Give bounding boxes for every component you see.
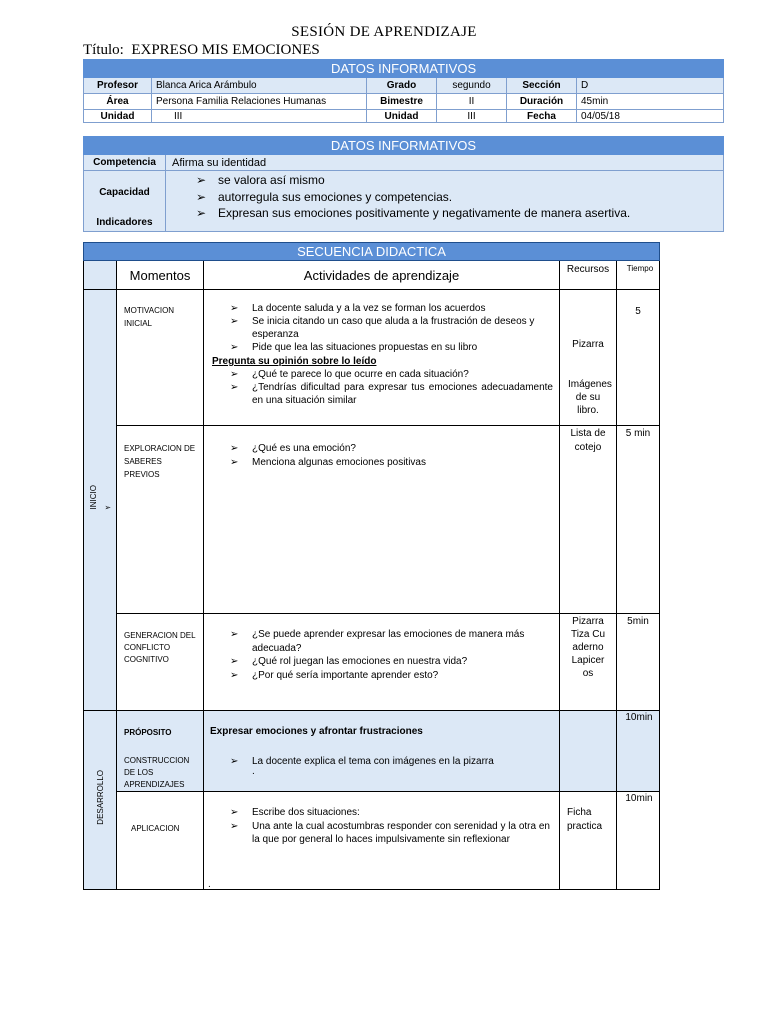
construccion-dot: .	[252, 766, 255, 777]
subtitle-value: EXPRESO MIS EMOCIONES	[131, 42, 320, 58]
activity-item: ➢ Una ante la cual acostumbras responder con serenidad y la otra en la que por general lo haces impulsivamente sin reflexionar	[230, 820, 553, 847]
conflicto-label: GENERACION DEL CONFLICTO COGNITIVO	[117, 614, 204, 711]
fecha-value: 04/05/18	[577, 110, 724, 123]
col-actividades: Actividades de aprendizaje	[204, 261, 560, 290]
proposito-construccion-labels	[117, 711, 204, 792]
conflicto-activities	[204, 614, 560, 711]
col-momentos: Momentos	[117, 261, 204, 290]
activity-item: ➢ ¿Qué es una emoción?	[230, 442, 553, 456]
exploracion-activities	[204, 426, 560, 614]
aplicacion-recursos: Ficha practica	[560, 792, 617, 890]
datos-informativos-header: DATOS INFORMATIVOS	[84, 60, 724, 78]
profesor-value: Blanca Arica Arámbulo	[152, 78, 367, 94]
indicator-item: ➢ autorregula sus emociones y competencias.	[196, 189, 719, 206]
motivacion-activities	[204, 290, 560, 426]
datos-informativos-header-2: DATOS INFORMATIVOS	[84, 137, 724, 155]
aplicacion-activities	[204, 792, 560, 890]
seccion-label: Sección	[507, 78, 577, 94]
duracion-value: 45min	[577, 94, 724, 110]
exploracion-recursos: Lista de cotejo	[560, 426, 617, 614]
capacidad-label: Capacidad	[99, 187, 150, 198]
activity-item: ➢ La docente saluda y a la vez se forman los acuerdos	[230, 302, 553, 315]
aplicacion-dot: .	[208, 879, 211, 890]
conflicto-tiempo: 5min	[617, 614, 660, 711]
activity-item: ➢ ¿Qué te parece lo que ocurre en cada situación?	[230, 368, 553, 381]
activity-item: ➢ Menciona algunas emociones positivas	[230, 456, 553, 470]
competencia-label: Competencia	[84, 155, 166, 171]
profesor-label: Profesor	[84, 78, 152, 94]
unidad2-value: III	[437, 110, 507, 123]
motivacion-recursos	[560, 290, 617, 426]
proposito-text: Expresar emociones y afrontar frustraciones	[210, 726, 423, 737]
activity-item: ➢ Se inicia citando un caso que aluda a la frustración de deseos y esperanza	[230, 315, 553, 341]
construccion-label: CONSTRUCCION DE LOS APRENDIZAJES	[124, 756, 190, 789]
session-subtitle	[83, 42, 320, 59]
grado-label: Grado	[367, 78, 437, 94]
motivacion-tiempo: 5	[617, 290, 660, 426]
conflicto-recursos: Pizarra Tiza Cuaderno Lapiceros	[560, 614, 617, 711]
datos-informativos-table	[83, 59, 724, 123]
competencias-table	[83, 136, 724, 232]
recurso-imagenes: Imágenes de su libro.	[568, 379, 612, 416]
activity-item: ➢ Escribe dos situaciones:	[230, 806, 553, 820]
proposito-label: PRÓPOSITO	[124, 728, 172, 737]
secuencia-header: SECUENCIA DIDACTICA	[84, 243, 660, 261]
unidad-value: III	[152, 110, 367, 123]
motivacion-question-title: Pregunta su opinión sobre lo leído	[212, 356, 377, 367]
proposito-construccion-activities	[204, 711, 560, 792]
desarrollo-label: DESARROLLO	[95, 770, 105, 825]
activity-item: ➢ ¿Tendrías dificultad para expresar tus emociones adecuadamente en una situación similar	[230, 381, 553, 407]
competencia-value: Afirma su identidad	[166, 155, 724, 171]
motivacion-label: MOTIVACION INICIAL	[117, 290, 204, 426]
bimestre-label: Bimestre	[367, 94, 437, 110]
col-tiempo: Tiempo	[617, 261, 660, 290]
seccion-value: D	[577, 78, 724, 94]
capacidad-indicadores-labels	[84, 171, 166, 232]
activity-item: ➢ Pide que lea las situaciones propuestas en su libro	[230, 341, 553, 354]
bimestre-value: II	[437, 94, 507, 110]
proposito-tiempo: 10min	[617, 711, 660, 792]
capacidad-indicadores-list	[166, 171, 724, 232]
exploracion-tiempo: 5 min	[617, 426, 660, 614]
unidad2-label: Unidad	[367, 110, 437, 123]
grado-value: segundo	[437, 78, 507, 94]
activity-item: ➢ ¿Qué rol juegan las emociones en nuestra vida?	[230, 655, 553, 669]
indicadores-label: Indicadores	[96, 217, 153, 228]
duracion-label: Duración	[507, 94, 577, 110]
aplicacion-label: APLICACION	[117, 792, 204, 890]
inicio-arrow-icon: ➢	[104, 502, 112, 512]
area-label: Área	[84, 94, 152, 110]
fecha-label: Fecha	[507, 110, 577, 123]
inicio-phase-cell	[84, 290, 117, 711]
subtitle-label: Título:	[83, 42, 124, 58]
unidad-label: Unidad	[84, 110, 152, 123]
recurso-pizarra: Pizarra	[572, 339, 604, 350]
activity-item: ➢ La docente explica el tema con imágenes en la pizarra	[230, 755, 553, 768]
secuencia-didactica-table	[83, 242, 660, 890]
col-recursos: Recursos	[560, 261, 617, 290]
aplicacion-tiempo: 10min	[617, 792, 660, 890]
desarrollo-phase-cell	[84, 711, 117, 890]
document-title: SESIÓN DE APRENDIZAJE	[291, 24, 477, 40]
activity-item: ➢ ¿Se puede aprender expresar las emociones de manera más adecuada?	[230, 628, 553, 655]
indicator-item: ➢ Expresan sus emociones positivamente y negativamente de manera asertiva.	[196, 205, 719, 222]
area-value: Persona Familia Relaciones Humanas	[152, 94, 367, 110]
indicator-item: ➢ se valora así mismo	[196, 172, 719, 189]
activity-item: ➢ ¿Por qué sería importante aprender esto?	[230, 669, 553, 683]
inicio-label: INICIO	[88, 485, 98, 510]
exploracion-label: EXPLORACION DE SABERES PREVIOS	[117, 426, 204, 614]
